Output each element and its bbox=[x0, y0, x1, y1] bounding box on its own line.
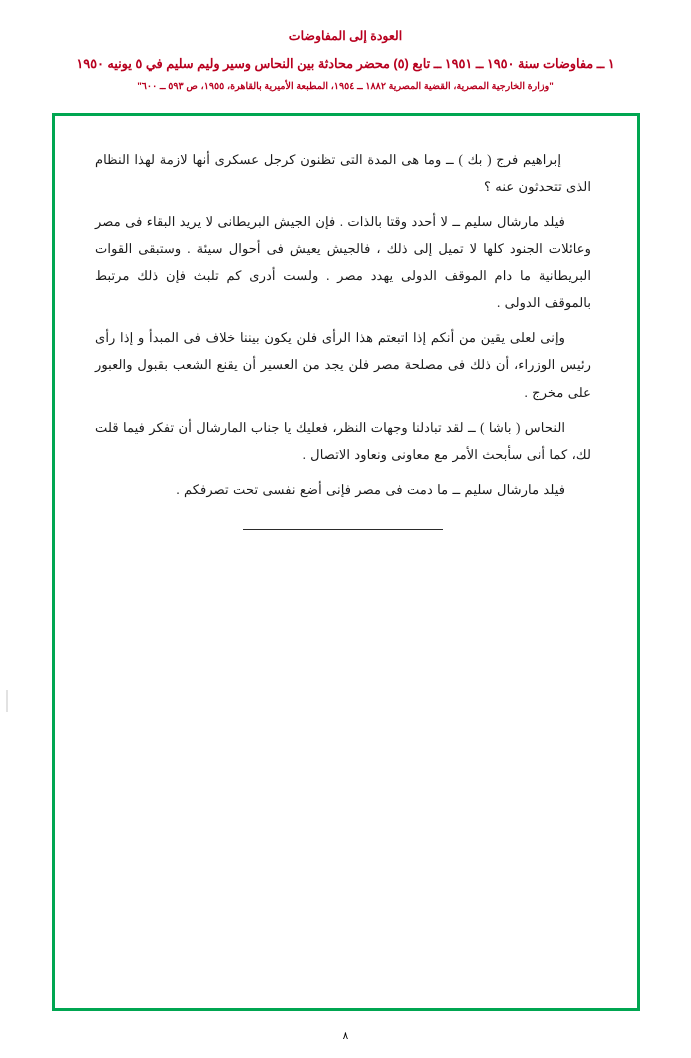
paragraph: النحاس ( باشا ) ــ لقد تبادلنا وجهات النظر، فعليك يا جناب المارشال أن تفكر فيما قلت لك، كما أنى سأبحث الأمر مع معاونى ونعاود الاتصال . bbox=[95, 419, 591, 462]
source-citation: "وزارة الخارجية المصرية، القضية المصرية ١٨٨٢ ــ ١٩٥٤، المطبعة الأميرية بالقاهرة، ١٩٥٥، ص ٥٩٣ ــ ٦٠٠" bbox=[137, 80, 554, 92]
paragraph: فيلد مارشال سليم ــ لا أحدد وقتا بالذات . فإن الجيش البريطانى لا يريد البقاء فى مصر وعائلات الجنود كلها لا تميل إلى ذلك ، فالجيش يعيش فى أحوال سيئة . وستبقى القوات البريطانية ما دام الموقف الدولى يهدد مصر . ولست أدرى كم تلبث فإن ذلك مرتبط بالموقف الدولى . bbox=[95, 214, 591, 311]
paragraph: إبراهيم فرج ( بك ) ــ وما هى المدة التى تظنون كرجل عسكرى أنها لازمة لهذا النظام الذى تتحدثون عنه ؟ bbox=[95, 152, 591, 195]
page-header bbox=[0, 0, 691, 93]
paragraph: وإنى لعلى يقين من أنكم إذا اتبعتم هذا الرأى فلن يكون بيننا خلاف فى المبدأ و إذا رأى رئيس الوزراء، أن ذلك فى مصلحة مصر فلن يجد من العسير أن يقنع الشعب بقبول والعبور على مخرج . bbox=[95, 330, 591, 400]
page-number: ٨ bbox=[342, 1030, 349, 1042]
back-to-negotiations-link[interactable]: العودة إلى المفاوضات bbox=[288, 29, 403, 43]
paragraph: فيلد مارشال سليم ــ ما دمت فى مصر فإنى أضع نفسى تحت تصرفكم . bbox=[176, 481, 565, 497]
document-body bbox=[55, 116, 637, 530]
page-title: ١ ــ مفاوضات سنة ١٩٥٠ ــ ١٩٥١ ــ تابع (٥) محضر محادثة بين النحاس وسير وليم سليم في ٥ يونيه ١٩٥٠ bbox=[76, 56, 615, 71]
scan-edge-artifact bbox=[6, 690, 8, 712]
horizontal-rule-divider bbox=[243, 529, 443, 530]
scanned-document-frame bbox=[52, 113, 640, 1011]
